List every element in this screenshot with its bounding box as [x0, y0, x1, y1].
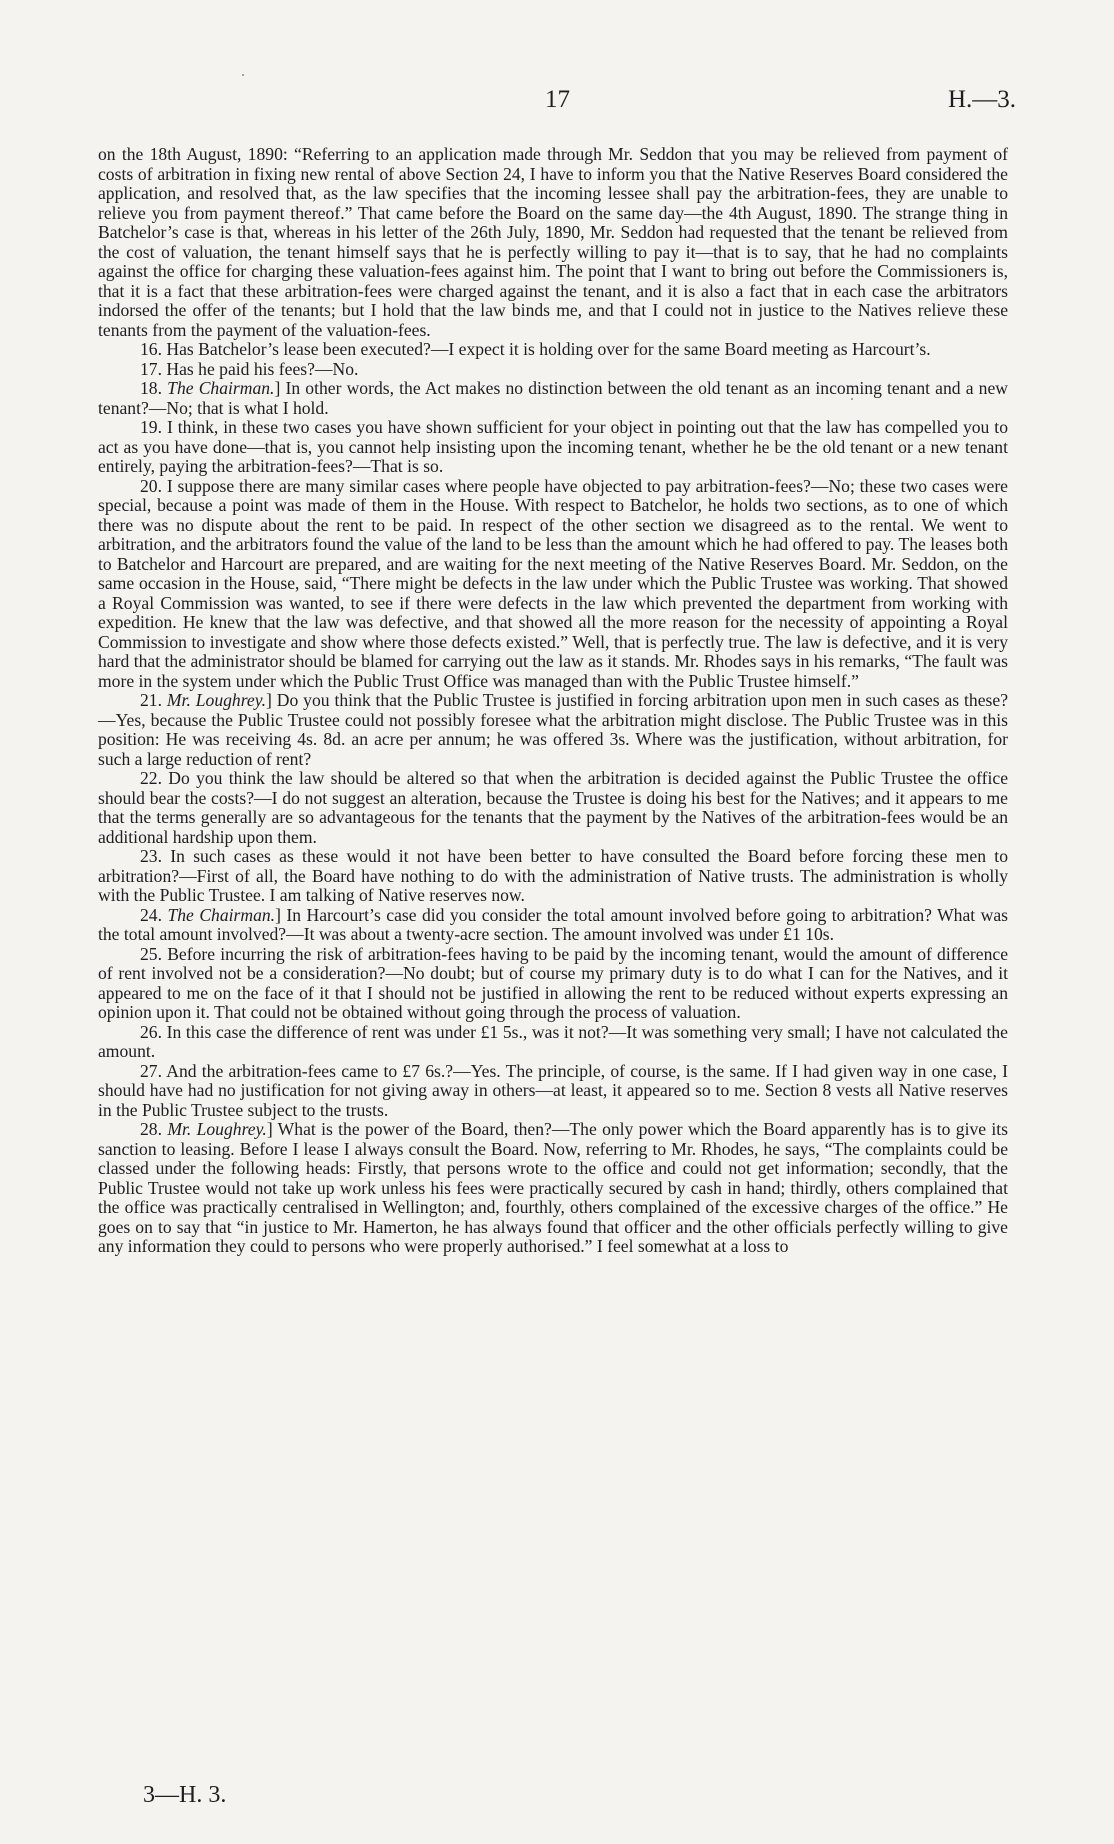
question-number: 24.: [140, 904, 162, 925]
question-number: 18.: [140, 378, 162, 398]
paragraph-text: Before incurring the risk of arbitration-fees having to be paid by the incoming tenant, would the amount of difference of rent involved not be a consideration?—No doubt; but of course my primary duty is to do what I can for the Natives, and it appeared to me on the face of it that I should not be justified in allowing the rent to be reduced without experts expressing an opinion upon it. That could not be obtained without going through the process of valuation.: [98, 943, 1009, 1022]
paragraph-text: In Harcourt’s case did you consider the total amount involved before going to arbitration? What was the total amount involved?—It was about a twenty-acre section. The amount involved was under £1 10s.: [98, 904, 1008, 944]
body-text: [98, 145, 1008, 1257]
speaker-name: The Chairman.: [167, 904, 276, 925]
page-number: 17: [545, 86, 570, 113]
question-paragraph: [98, 769, 1008, 847]
question-paragraph: [98, 340, 1008, 360]
question-paragraph: 18. The Chairman.] In other words, the Act makes no distinction between the old tenant as an incoming tenant and a new tenant?—No; that is what I hold.: [98, 378, 1008, 418]
question-paragraph: [98, 477, 1008, 692]
paragraph-text: I suppose there are many similar cases where people have objected to pay arbitration-fees?—No; these two cases were special, because a point was made of them in the House. With respect to Batchelor, he holds two sections, as to one of which there was no dispute about the rent to be paid. In respect of the other section we disagreed as to the rental. We went to arbitration, and the arbitrators found the value of the land to be less than the amount which he had offered to pay. The leases both to Batchelor and Harcourt are prepared, and are waiting for the next meeting of the Native Reserves Board. Mr. Seddon, on the same occasion in the House, said, “There might be defects in the law under which the Public Trustee was working. That showed a Royal Commission was wanted, to see if there were defects in the law which prevented the department from working with expedition. He knew that the law was defective, and that showed all the more reason for the necessity of appointing a Royal Commission to investigate and show where those defects existed.” Well, that is perfectly true. The law is defective, and it is very hard that the administrator should be blamed for carrying out the law as it stands. Mr. Rhodes says in his remarks, “The fault was more in the system under which the Public Trust Office was managed than with the Public Trustee himself.”: [98, 475, 1008, 691]
question-number: 20.: [140, 475, 162, 496]
question-paragraph: 28. Mr. Loughrey.] What is the power of the Board, then?—The only power which the Board apparently has is to give its sanction to leasing. Before I lease I always consult the Board. Now, referring to Mr. Rhodes, he says, “The complaints could be classed under the following heads: Firstly, that persons wrote to the office and could not get information; secondly, that the Public Trustee would not take up work unless his fees were practically secured by cash in hand; thirdly, others complained that the office was practically centralised in Wellington; and, fourthly, others complained of the excessive charges of the office.” He goes on to say that “in justice to Mr. Hamerton, he has always found that officer and the other officials perfectly willing to give any information they could to persons who were properly authorised.” I feel somewhat at a loss to: [98, 1119, 1008, 1256]
question-number: 16.: [140, 339, 162, 359]
paragraph: [98, 145, 1008, 340]
paragraph-text: Do you think that the Public Trustee is justified in forcing arbitration upon men in such cases as these?—Yes, because the Public Trustee could not possibly foresee what the arbitration might disclose. The Public Trustee was in this position: He was receiving 4s. 8d. an acre per annum; he was offered 3s. Where was the justification, without arbitration, for such a large reduction of rent?: [98, 690, 1009, 769]
paragraph-text: Do you think the law should be altered so that when the arbitration is decided against the Public Trustee the office should bear the costs?—I do not suggest an alteration, because the Trustee is doing his best for the Natives; and it appears to me that the terms generally are so advantageous for the tenants that the payment by the Natives of the arbitration-fees would be an additional hardship upon them.: [98, 768, 1009, 847]
paragraph-text: Has he paid his fees?—No.: [166, 358, 359, 379]
paragraph-text: And the arbitration-fees came to £7 6s.?—Yes. The principle, of course, is the same. If I had given way in one case, I should have had no justification for not giving away in others—at least, it appeared so to me. Section 8 vests all Native reserves in the Public Trustee subject to the trusts.: [98, 1060, 1008, 1120]
paragraph-text: What is the power of the Board, then?—The only power which the Board apparently has is to give its sanction to leasing. Before I lease I always consult the Board. Now, referring to Mr. Rhodes, he says, “The complaints could be classed under the following heads: Firstly, that persons wrote to the office and could not get information; secondly, that the Public Trustee would not take up work unless his fees were practically secured by cash in hand; thirdly, others complained that the office was practically centralised in Wellington; and, fourthly, others complained of the excessive charges of the office.” He goes on to say that “in justice to Mr. Hamerton, he has always found that officer and the other officials perfectly willing to give any information they could to persons who were properly authorised.” I feel somewhat at a loss to: [98, 1119, 1008, 1256]
paragraph-text: I think, in these two cases you have shown sufficient for your object in pointing out that the law has compelled you to act as you have done—that is, you cannot help insisting upon the incoming tenant, whether he be the old tenant or a new tenant entirely, paying the arbitration-fees?—That is so.: [98, 417, 1008, 476]
question-number: 21.: [140, 690, 162, 710]
question-number: 26.: [140, 1021, 162, 1042]
paragraph-text: In such cases as these would it not have been better to have consulted the Board before forcing these men to arbitration?—First of all, the Board have nothing to do with the administration of Native trusts. The administration is wholly with the Public Trustee. I am talking of Native reserves now.: [98, 846, 1008, 905]
question-paragraph: [98, 945, 1008, 1023]
question-paragraph: 24. The Chairman.] In Harcourt’s case did you consider the total amount involved before going to arbitration? What was the total amount involved?—It was about a twenty-acre section. The amount involved was under £1 10s.: [98, 904, 1008, 944]
speaker-name: The Chairman.: [167, 378, 275, 398]
paper-speck: [242, 74, 244, 76]
signature-mark: 3—H. 3.: [143, 1782, 227, 1808]
paragraph-text: In this case the difference of rent was under £1 5s., was it not?—It was something very small; I have not calculated the amount.: [98, 1021, 1008, 1061]
question-number: 19.: [140, 417, 162, 437]
paragraph-text: In other words, the Act makes no distinction between the old tenant as an incoming tenant and a new tenant?—No; that is what I hold.: [98, 378, 1008, 418]
question-number: 22.: [140, 768, 162, 788]
paragraph-text: on the 18th August, 1890: “Referring to an application made through Mr. Seddon that you may be relieved from payment of costs of arbitration in fixing new rental of above Section 24, I have to inform you that the Native Reserves Board considered the application, and resolved that, as the law specifies that the incoming lessee shall pay the arbitration-fees, they are unable to relieve you from payment thereof.” That came before the Board on the same day—the 4th August, 1890. The strange thing in Batchelor’s case is that, whereas in his letter of the 26th July, 1890, Mr. Seddon had requested that the tenant be relieved from the cost of valuation, the tenant himself says that he is perfectly willing to pay it—that is to say, that he had no complaints against the office for charging these valuation-fees against him. The point that I want to bring out before the Commissioners is, that it is a fact that these arbitration-fees were charged against the tenant, and it is also a fact that in each case the arbitrators indorsed the offer of the tenants; but I hold that the law binds me, and that I could not in justice to the Natives relieve these tenants from the payment of the valuation-fees.: [98, 144, 1008, 340]
question-paragraph: [98, 1023, 1008, 1062]
paragraph-text: Has Batchelor’s lease been executed?—I expect it is holding over for the same Board meeting as Harcourt’s.: [166, 339, 931, 359]
speaker-name: Mr. Loughrey.: [167, 1119, 267, 1139]
question-number: 23.: [140, 846, 162, 866]
question-paragraph: [98, 360, 1008, 380]
question-paragraph: [98, 1062, 1008, 1121]
question-paragraph: [98, 847, 1008, 906]
speaker-name: Mr. Loughrey.: [166, 690, 266, 710]
document-reference: H.—3.: [947, 86, 1016, 113]
question-number: 17.: [140, 358, 162, 379]
question-paragraph: 21. Mr. Loughrey.] Do you think that the Public Trustee is justified in forcing arbitration upon men in such cases as these?—Yes, because the Public Trustee could not possibly foresee what the arbitration might disclose. The Public Trustee was in this position: He was receiving 4s. 8d. an acre per annum; he was offered 3s. Where was the justification, without arbitration, for such a large reduction of rent?: [98, 690, 1009, 769]
question-number: 25.: [140, 943, 162, 964]
question-number: 28.: [140, 1119, 162, 1139]
question-paragraph: [98, 418, 1008, 477]
question-number: 27.: [140, 1060, 162, 1081]
paper-speck: [851, 398, 853, 400]
page-header: [0, 86, 1114, 126]
